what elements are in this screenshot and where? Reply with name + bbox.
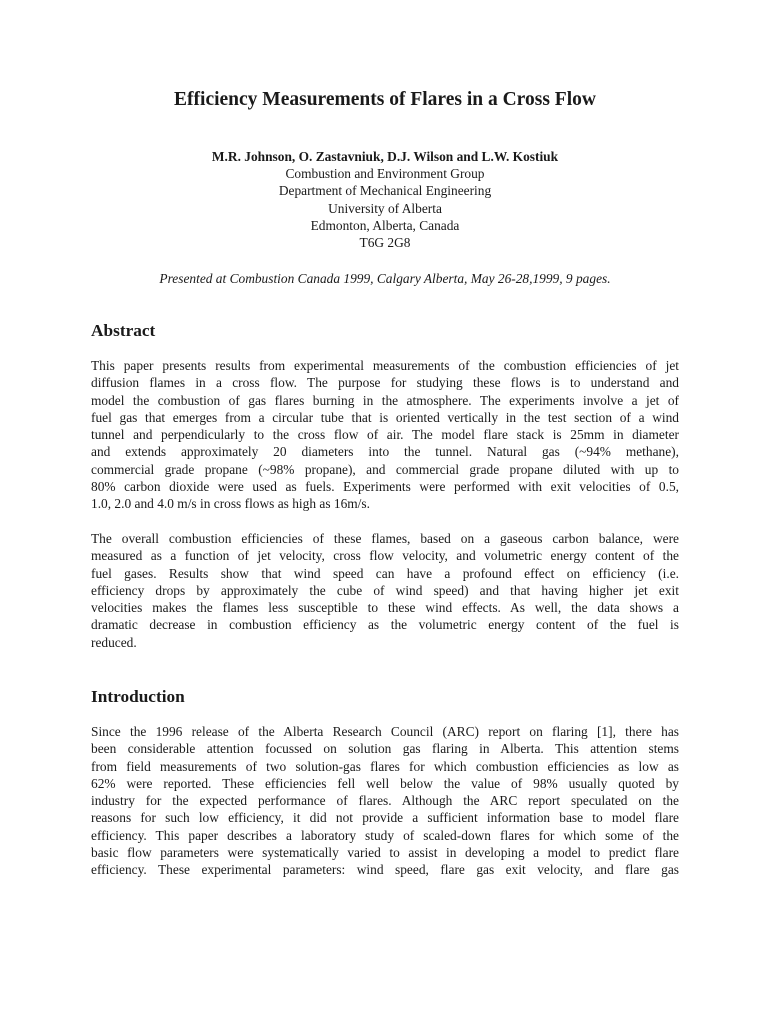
abstract-heading: Abstract xyxy=(91,321,156,340)
text-line: commercial grade propane (~98% propane), and commercial grade propane diluted with up to xyxy=(91,461,679,477)
text-line: efficiency. This paper describes a laboratory study of scaled-down flares for which some of the xyxy=(91,827,679,843)
text-line: 80% carbon dioxide were used as fuels. Experiments were performed with exit velocities of 0.5, xyxy=(91,479,679,495)
text-line: diffusion flames in a cross flow. The purpose for studying these flows is to understand and xyxy=(91,375,679,391)
text-line: and extends approximately 20 diameters into the tunnel. Natural gas (~94% methane), xyxy=(91,444,679,460)
affiliation-line: T6G 2G8 xyxy=(359,235,411,251)
paper-title: Efficiency Measurements of Flares in a Cross Flow xyxy=(174,89,596,110)
text-line: 62% were reported. These efficiencies fell well below the value of 98% usually quoted by xyxy=(91,775,679,791)
introduction-heading: Introduction xyxy=(91,687,185,706)
text-line: velocities makes the flames less susceptible to these wind effects. As well, the data shows a xyxy=(91,600,679,616)
text-line: The overall combustion efficiencies of these flames, based on a gaseous carbon balance, were xyxy=(91,531,679,546)
introduction-paragraph-1 xyxy=(91,723,679,879)
abstract-paragraph-1 xyxy=(91,357,679,513)
affiliation-line: Combustion and Environment Group xyxy=(285,166,485,181)
text-line: model the combustion of gas flares burning in the atmosphere. The experiments involve a jet of xyxy=(91,392,679,408)
text-line: basic flow parameters were systematically varied to assist in developing a model to predict flare xyxy=(91,845,679,861)
affiliation-line: Department of Mechanical Engineering xyxy=(278,183,492,199)
affiliation-block xyxy=(91,165,679,251)
text-line: from field measurements of two solution-gas flares for which combustion efficiencies as low as xyxy=(91,758,679,774)
paper-page xyxy=(91,0,679,1024)
presentation-note: Presented at Combustion Canada 1999, Calgary Alberta, May 26-28,1999, 9 pages. xyxy=(159,271,611,286)
text-line: 1.0, 2.0 and 4.0 m/s in cross flows as high as 16m/s. xyxy=(91,496,370,512)
text-line: fuel gas that emerges from a circular tube that is oriented vertically in the test section of a wind xyxy=(91,409,679,425)
text-line: Since the 1996 release of the Alberta Research Council (ARC) report on flaring [1], there has xyxy=(91,724,679,739)
author-list: M.R. Johnson, O. Zastavniuk, D.J. Wilson and L.W. Kostiuk xyxy=(211,149,559,164)
text-line: been considerable attention focussed on solution gas flaring in Alberta. This attention stems xyxy=(91,741,679,757)
text-line: reduced. xyxy=(91,634,137,650)
abstract-paragraph-2 xyxy=(91,530,679,651)
text-line: fuel gases. Results show that wind speed can have a profound effect on efficiency (i.e. xyxy=(91,565,679,581)
text-line: measured as a function of jet velocity, cross flow velocity, and volumetric energy content of the xyxy=(91,548,679,564)
text-line: This paper presents results from experimental measurements of the combustion efficiencies of jet xyxy=(91,358,679,373)
text-line: tunnel and perpendicularly to the cross flow of air. The model flare stack is 25mm in diameter xyxy=(91,427,679,443)
text-line: industry for the expected performance of flares. Although the ARC report speculated on the xyxy=(91,793,679,809)
affiliation-line: Edmonton, Alberta, Canada xyxy=(310,217,460,233)
text-line: dramatic decrease in combustion efficiency as the volumetric energy content of the fuel is xyxy=(91,617,679,633)
text-line: efficiency drops by approximately the cube of wind speed) and that having higher jet exit xyxy=(91,582,679,598)
affiliation-line: University of Alberta xyxy=(328,200,442,216)
text-line: reasons for such low efficiency, it did not provide a sufficient information base to model flare xyxy=(91,810,679,826)
text-line: efficiency. These experimental parameters: wind speed, flare gas exit velocity, and flare gas xyxy=(91,862,679,878)
